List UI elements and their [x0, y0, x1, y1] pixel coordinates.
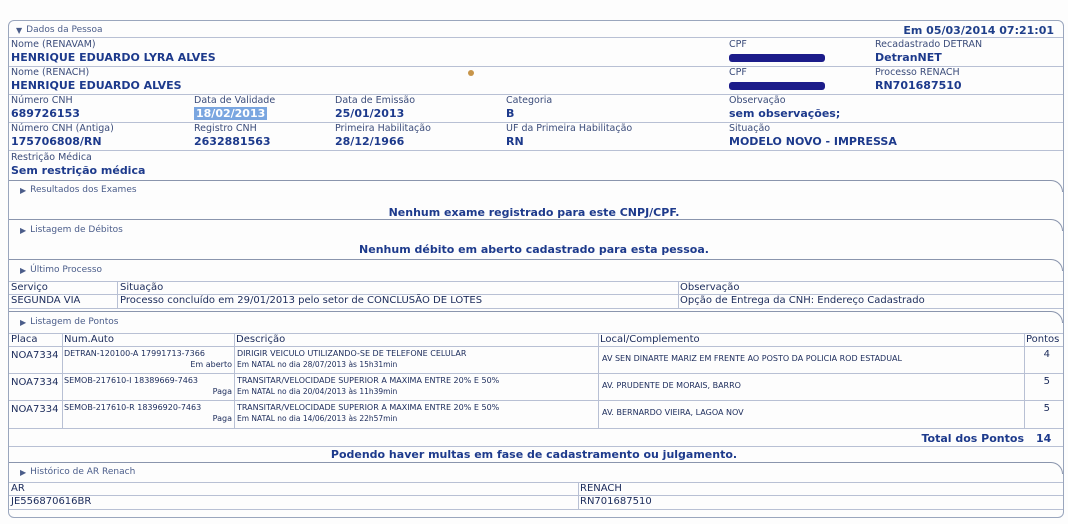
section-ar[interactable]	[20, 464, 135, 480]
divider	[9, 495, 1063, 496]
collapse-arrow-icon[interactable]: ▼	[16, 25, 23, 35]
recad-value: DetranNET	[875, 51, 942, 64]
col-renach: RENACH	[580, 483, 622, 494]
section-border	[9, 259, 1063, 271]
row-pontos: 4	[1043, 349, 1050, 360]
row-local: AV. PRUDENTE DE MORAIS, BARRO	[602, 381, 741, 390]
divider	[9, 509, 1063, 510]
uf-label: UF da Primeira Habilitação	[506, 123, 633, 134]
row-status: Paga	[212, 387, 232, 396]
col-pontos: Pontos	[1026, 334, 1060, 345]
cpf-redacted-2	[729, 82, 825, 90]
registro-value: 2632881563	[194, 135, 271, 148]
row-detalhe: Em NATAL no dia 20/04/2013 às 11h39min	[237, 387, 398, 396]
expand-arrow-icon[interactable]: ▶	[20, 265, 27, 275]
cnh-antiga-value: 175706808/RN	[11, 135, 102, 148]
expand-arrow-icon[interactable]: ▶	[20, 225, 27, 235]
registro-label: Registro CNH	[194, 123, 257, 134]
section-title: Resultados dos Exames	[30, 185, 137, 195]
section-dados-pessoa[interactable]	[16, 22, 103, 38]
section-pontos[interactable]	[20, 314, 118, 330]
divider	[1024, 334, 1025, 428]
col-observacao: Observação	[680, 282, 740, 293]
ar-value: JE556870616BR	[11, 496, 92, 507]
divider	[9, 346, 1063, 347]
situacao-value: MODELO NOVO - IMPRESSA	[729, 135, 897, 148]
expand-arrow-icon[interactable]: ▶	[20, 317, 27, 327]
divider	[234, 334, 235, 428]
observacao-value: sem observações;	[729, 107, 841, 120]
divider	[678, 282, 679, 308]
validade-label: Data de Validade	[194, 95, 276, 106]
cnh-value: 689726153	[11, 107, 80, 120]
row-placa: NOA7334	[11, 377, 59, 388]
section-title: Histórico de AR Renach	[30, 467, 136, 477]
restricao-value: Sem restrição médica	[11, 164, 146, 177]
row-status: Em aberto	[190, 360, 232, 369]
total-value: 14	[1036, 432, 1052, 445]
divider	[9, 308, 1063, 309]
row-detalhe: Em NATAL no dia 28/07/2013 às 15h31min	[237, 360, 398, 369]
cpf-label: CPF	[729, 39, 747, 50]
section-exames[interactable]	[20, 182, 137, 198]
section-title: Listagem de Pontos	[30, 317, 119, 327]
cnh-antiga-label: Número CNH (Antiga)	[11, 123, 114, 134]
processo-observacao: Opção de Entrega da CNH: Endereço Cadastrado	[680, 295, 925, 306]
recad-label: Recadastrado DETRAN	[875, 39, 983, 50]
col-situacao: Situação	[120, 282, 164, 293]
divider	[62, 334, 63, 428]
row-pontos: 5	[1043, 403, 1050, 414]
emissao-label: Data de Emissão	[335, 95, 416, 106]
pontos-footer-message: Podendo haver multas em fase de cadastramento ou julgamento.	[330, 448, 738, 461]
ar-renach-value: RN701687510	[580, 496, 652, 507]
renach-label: Nome (RENACH)	[11, 67, 90, 78]
processo-label: Processo RENACH	[875, 67, 960, 78]
col-local: Local/Complemento	[600, 334, 700, 345]
row-placa: NOA7334	[11, 350, 59, 361]
primeira-hab-value: 28/12/1966	[335, 135, 405, 148]
row-local: AV SEN DINARTE MARIZ EM FRENTE AO POSTO DA POLICIA ROD ESTADUAL	[602, 354, 902, 363]
divider	[598, 334, 599, 428]
row-auto: SEMOB-217610-I 18389669-7463	[64, 376, 198, 385]
section-title: Listagem de Débitos	[30, 225, 123, 235]
divider	[9, 373, 1063, 374]
cpf-redacted	[729, 54, 825, 62]
situacao-label: Situação	[729, 123, 771, 134]
section-border	[9, 462, 1063, 474]
row-descricao: TRANSITAR/VELOCIDADE SUPERIOR A MAXIMA ENTRE 20% E 50%	[237, 403, 500, 412]
section-processo[interactable]	[20, 262, 102, 278]
row-descricao: TRANSITAR/VELOCIDADE SUPERIOR A MAXIMA ENTRE 20% E 50%	[237, 376, 500, 385]
emissao-value: 25/01/2013	[335, 107, 405, 120]
expand-arrow-icon[interactable]: ▶	[20, 467, 27, 477]
col-servico: Serviço	[11, 282, 48, 293]
section-title: Dados da Pessoa	[26, 25, 103, 35]
divider	[117, 282, 118, 308]
divider	[9, 482, 1063, 483]
row-local: AV. BERNARDO VIEIRA, LAGOA NOV	[602, 408, 744, 417]
timestamp: Em 05/03/2014 07:21:01	[903, 24, 1054, 37]
cursor-dot-icon	[468, 70, 474, 76]
section-debitos[interactable]	[20, 222, 123, 238]
row-auto: DETRAN-120100-A 17991713-7366	[64, 349, 205, 358]
observacao-label: Observação	[729, 95, 786, 106]
col-descricao: Descrição	[236, 334, 286, 345]
col-ar: AR	[11, 483, 25, 494]
section-border	[9, 219, 1063, 231]
divider	[9, 281, 1063, 282]
primeira-hab-label: Primeira Habilitação	[335, 123, 431, 134]
renavam-label: Nome (RENAVAM)	[11, 39, 96, 50]
expand-arrow-icon[interactable]: ▶	[20, 185, 27, 195]
row-placa: NOA7334	[11, 404, 59, 415]
divider	[9, 150, 1063, 151]
col-auto: Num.Auto	[64, 334, 114, 345]
row-auto: SEMOB-217610-R 18396920-7463	[64, 403, 202, 412]
exames-message: Nenhum exame registrado para este CNPJ/CPF.	[388, 206, 680, 219]
processo-value: RN701687510	[875, 79, 962, 92]
divider	[9, 446, 1063, 447]
row-descricao: DIRIGIR VEICULO UTILIZANDO-SE DE TELEFONE CELULAR	[237, 349, 467, 358]
categoria-value: B	[506, 107, 515, 120]
section-border	[9, 180, 1063, 192]
processo-servico: SEGUNDA VIA	[11, 295, 81, 306]
divider	[9, 333, 1063, 334]
cnh-label: Número CNH	[11, 95, 73, 106]
categoria-label: Categoria	[506, 95, 553, 106]
validade-value[interactable]: 18/02/2013	[196, 107, 266, 120]
divider	[578, 483, 579, 509]
row-status: Paga	[212, 414, 232, 423]
renach-name: HENRIQUE EDUARDO ALVES	[11, 79, 182, 92]
divider	[9, 400, 1063, 401]
uf-value: RN	[506, 135, 524, 148]
section-border	[9, 311, 1063, 323]
divider	[9, 428, 1063, 429]
divider	[9, 37, 1063, 38]
restricao-label: Restrição Médica	[11, 152, 92, 163]
renavam-name: HENRIQUE EDUARDO LYRA ALVES	[11, 51, 216, 64]
processo-situacao: Processo concluído em 29/01/2013 pelo setor de CONCLUSÃO DE LOTES	[120, 295, 483, 306]
col-placa: Placa	[11, 334, 38, 345]
row-detalhe: Em NATAL no dia 14/06/2013 às 22h57min	[237, 414, 398, 423]
section-title: Último Processo	[30, 265, 103, 275]
row-pontos: 5	[1043, 376, 1050, 387]
debitos-message: Nenhum débito em aberto cadastrado para esta pessoa.	[359, 243, 709, 256]
total-label: Total dos Pontos	[921, 432, 1024, 445]
cpf-label-2: CPF	[729, 67, 747, 78]
